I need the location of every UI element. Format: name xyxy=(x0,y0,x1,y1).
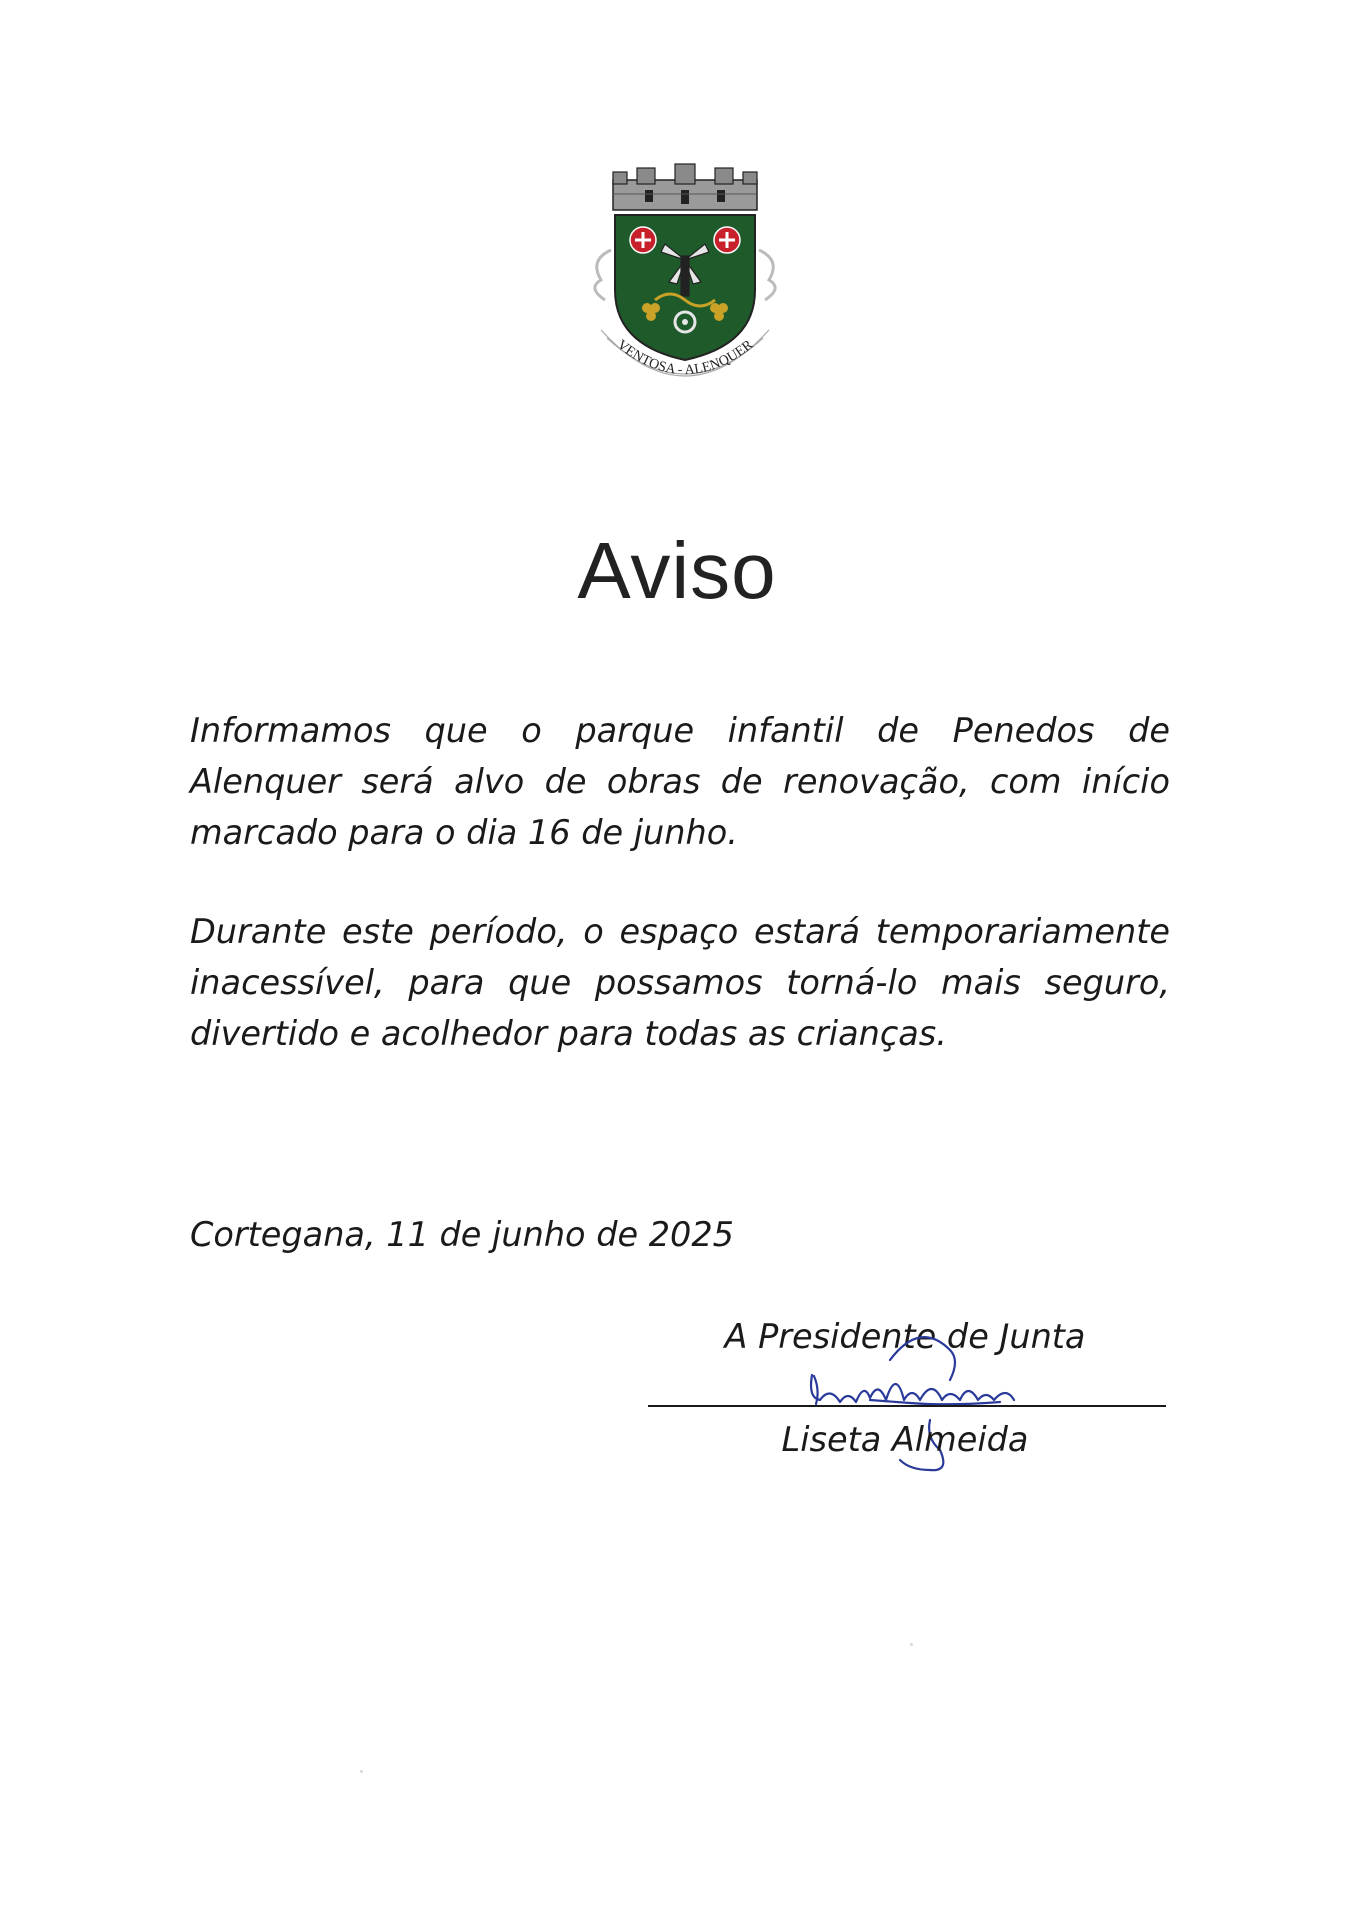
signatory-name: Liseta Almeida xyxy=(781,1420,1029,1459)
shield-icon xyxy=(615,215,755,360)
notice-paragraph-2: Durante este período, o espaço estará temporariamente inacessível, para que possamos torná-lo mais seguro, divertido e acolhedor para todas as crianças. xyxy=(190,912,1170,1053)
mural-crown-icon xyxy=(613,164,757,210)
coat-of-arms-logo xyxy=(575,160,795,390)
notice-paragraph-1: Informamos que o parque infantil de Penedos de Alenquer será alvo de obras de renovação, com início marcado para o dia 16 de junho. xyxy=(190,711,1170,852)
signature-line xyxy=(648,1405,1166,1407)
signatory-role: A Presidente de Junta xyxy=(724,1317,1086,1356)
page-title: Aviso xyxy=(577,526,777,615)
scan-speck xyxy=(910,1643,913,1646)
crest-motto: VENTOSA - ALENQUER xyxy=(614,337,756,379)
scan-speck xyxy=(360,1770,363,1773)
place-and-date: Cortegana, 11 de junho de 2025 xyxy=(190,1215,734,1254)
